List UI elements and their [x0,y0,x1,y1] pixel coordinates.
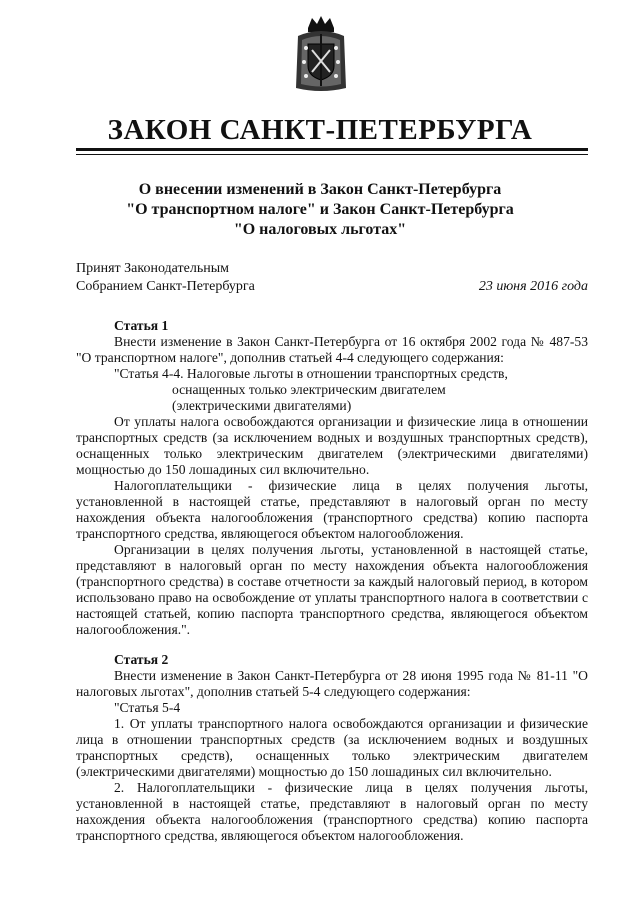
paragraph: От уплаты налога освобождаются организации и физические лица в отношении транспортных средств (за исключением водных и воздушных транспортных средств), оснащенных только электрическим двигателем (электрическими двигателями) мощностью до 150 лошадиных сил включительно. [76,414,588,477]
subtitle-line: "О транспортном налоге" и Закон Санкт-Петербурга [126,201,514,218]
paragraph: 2. Налогоплательщики - физические лица в целях получения льготы, установленной в настоящей статье, представляют в налоговый орган по месту нахождения объекта налогообложения (транспортного средства) копию паспорта транспортного средства, являющегося объектом налогообложения. [76,780,588,843]
law-body [76,318,588,844]
paragraph: оснащенных только электрическим двигателем [172,382,446,397]
article-gap [76,638,588,652]
law-title: ЗАКОН САНКТ-ПЕТЕРБУРГА [107,114,533,146]
paragraph: "Статья 4-4. Налоговые льготы в отношении транспортных средств, [114,366,508,381]
paragraph: (электрическими двигателями) [172,398,352,413]
article-heading: Статья 1 [114,318,169,333]
paragraph: Внести изменение в Закон Санкт-Петербурга от 16 октября 2002 года № 487-53 "О транспортном налоге", дополнив статьей 4-4 следующего содержания: [76,334,588,365]
law-subtitle [0,180,640,240]
subtitle-line: "О налоговых льготах" [233,221,407,238]
paragraph: Организации в целях получения льготы, установленной в настоящей статье, представляют в налоговый орган по месту нахождения объекта налогообложения (транспортного средства) в составе отчетности за каждый налоговый период, в котором использовано право на освобождение от уплаты транспортного налога в соответствии с настоящей статьей, копию паспорта транспортного средства, являющегося объектом налогообложения.". [76,542,588,637]
paragraph: 1. От уплаты транспортного налога освобождаются организации и физические лица в отношении транспортных средств (за исключением водных и воздушных транспортных средств), оснащенных только электрическим двигателем (электрическими двигателями) мощностью до 150 лошадиных сил включительно. [76,716,588,779]
article-heading: Статья 2 [114,652,169,667]
adopted-by [76,260,255,296]
paragraph: Внести изменение в Закон Санкт-Петербурга от 28 июня 1995 года № 81-11 "О налоговых льготах", дополнив статьей 5-4 следующего содержания: [76,668,588,699]
coat-of-arms-emblem [294,14,348,94]
adopted-line: Собранием Санкт-Петербурга [76,279,255,294]
title-rule-thin [76,154,588,155]
paragraph: "Статья 5-4 [114,700,181,715]
adopted-line: Принят Законодательным [76,261,229,276]
subtitle-line: О внесении изменений в Закон Санкт-Петербурга [138,181,502,198]
title-rule-thick [76,148,588,151]
adoption-date: 23 июня 2016 года [478,279,588,294]
paragraph: Налогоплательщики - физические лица в целях получения льготы, установленной в настоящей статье, представляют в налоговый орган по месту нахождения объекта налогообложения (транспортного средства) копию паспорта транспортного средства, являющегося объектом налогообложения. [76,478,588,541]
